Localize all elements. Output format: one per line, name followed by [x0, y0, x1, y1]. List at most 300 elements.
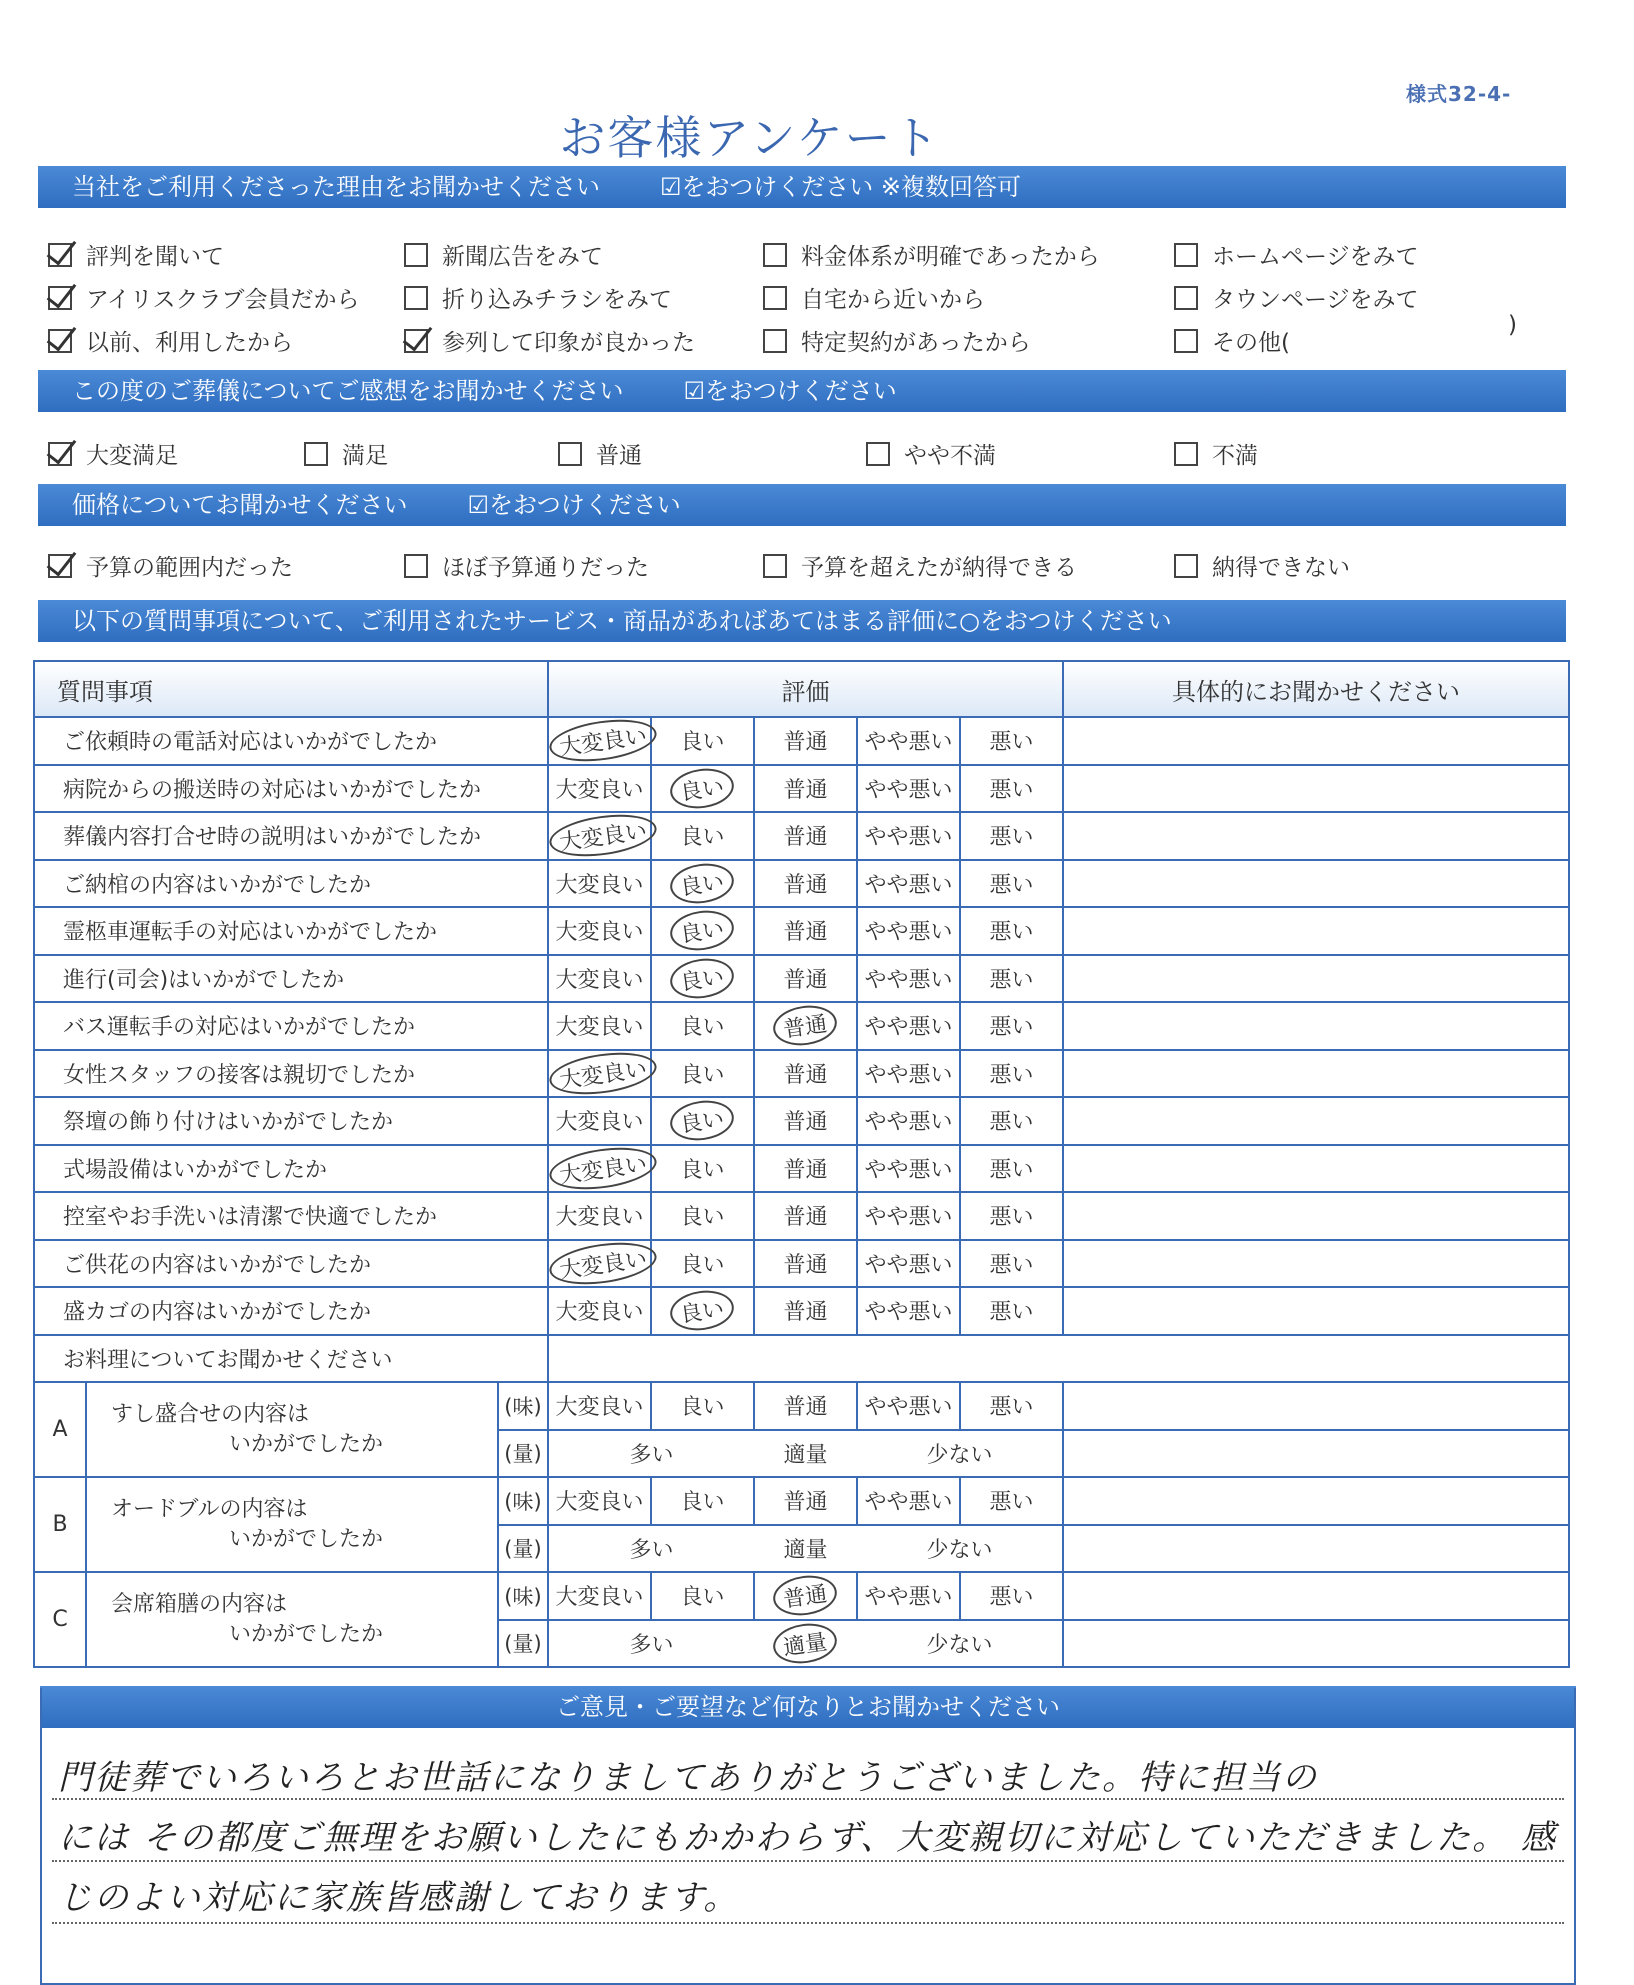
rating-option[interactable]: [857, 860, 960, 908]
rating-option[interactable]: [857, 1097, 960, 1145]
question-text: 式場設備はいかがでしたか: [34, 1145, 548, 1193]
rating-option[interactable]: [857, 955, 960, 1003]
rating-option[interactable]: [754, 1192, 857, 1240]
detail-field[interactable]: [1063, 860, 1569, 908]
rating-option[interactable]: [754, 1097, 857, 1145]
rating-option[interactable]: [548, 1002, 651, 1050]
impression-option-label: 不満: [1212, 443, 1258, 469]
reason-option-7[interactable]: [1174, 281, 1419, 314]
rating-option[interactable]: [857, 812, 960, 860]
rating-option[interactable]: [651, 1002, 754, 1050]
question-text: 控室やお手洗いは清潔で快適でしたか: [34, 1192, 548, 1240]
rating-option[interactable]: [857, 1477, 960, 1525]
amount-label: (量): [498, 1620, 548, 1668]
rating-option[interactable]: [960, 1097, 1063, 1145]
section-impression-heading: この度のご葬儀についてご感想をお聞かせください: [72, 377, 624, 405]
table-row: [34, 860, 1569, 908]
rating-label: 大変良い: [555, 1015, 644, 1041]
reason-option-8[interactable]: [48, 324, 293, 357]
reason-option-11[interactable]: [1174, 324, 1290, 357]
section-price-header: [38, 484, 1566, 526]
checkbox-icon[interactable]: [763, 286, 787, 310]
rating-option[interactable]: [651, 1240, 754, 1288]
rating-option-selected[interactable]: [548, 812, 651, 860]
table-row: [34, 955, 1569, 1003]
food-taste-row: [34, 1572, 1569, 1620]
detail-field[interactable]: [1063, 1145, 1569, 1193]
rating-label: 普通: [783, 920, 828, 946]
question-text: ご依頼時の電話対応はいかがでしたか: [34, 717, 548, 765]
food-name-line2: いかがでしたか: [229, 1431, 384, 1457]
rating-label: 普通: [771, 1572, 840, 1620]
rating-option-selected[interactable]: [651, 907, 754, 955]
rating-label: やや悪い: [864, 1395, 953, 1421]
checked-checkbox-icon[interactable]: [48, 554, 72, 578]
rating-label: 良い: [680, 1252, 725, 1278]
impression-option-2[interactable]: [558, 437, 642, 470]
rating-label: 普通: [783, 1110, 828, 1136]
rating-label: 大変良い: [555, 777, 644, 803]
rating-label: やや悪い: [864, 1110, 953, 1136]
col-detail-header: 具体的にお聞かせください: [1063, 661, 1569, 717]
rating-label: 悪い: [989, 825, 1034, 851]
reason-option-4[interactable]: [48, 281, 359, 314]
reason-option-label: 料金体系が明確であったから: [801, 244, 1100, 270]
food-name-line1: 会席箱膳の内容は: [111, 1591, 288, 1617]
rating-option[interactable]: [960, 1477, 1063, 1525]
rating-option[interactable]: [754, 717, 857, 765]
rating-option[interactable]: [857, 1240, 960, 1288]
checkbox-icon[interactable]: [404, 554, 428, 578]
checked-checkbox-icon[interactable]: [48, 329, 72, 353]
rating-table: [33, 660, 1570, 1668]
col-rating-header: 評価: [548, 661, 1063, 717]
rating-label: 悪い: [989, 1110, 1034, 1136]
rating-label: やや悪い: [864, 1015, 953, 1041]
impression-option-1[interactable]: [304, 437, 388, 470]
rating-option-selected[interactable]: [548, 1050, 651, 1098]
rating-label: やや悪い: [864, 967, 953, 993]
rating-label: 良い: [680, 1205, 725, 1231]
rating-option[interactable]: [754, 860, 857, 908]
rating-option[interactable]: [960, 765, 1063, 813]
checkbox-icon[interactable]: [866, 442, 890, 466]
impression-option-0[interactable]: [48, 437, 178, 470]
rating-option[interactable]: [651, 1477, 754, 1525]
rating-label: 良い: [680, 1062, 725, 1088]
checkbox-icon[interactable]: [1174, 329, 1198, 353]
section-reason-heading: 当社をご利用くださった理由をお聞かせください: [72, 173, 600, 201]
checkbox-icon[interactable]: [763, 243, 787, 267]
rating-label: 良い: [680, 1395, 725, 1421]
rating-label: 普通: [783, 1205, 828, 1231]
amount-label: (量): [498, 1430, 548, 1478]
table-row: [34, 1050, 1569, 1098]
rating-option[interactable]: [651, 1382, 754, 1430]
rating-option[interactable]: [548, 860, 651, 908]
comment-text: 門徒葬でいろいろとお世話になりましてありがとうございました。特に担当の には その都度ご無理をお願いしたにもかかわらず、大変親切に対応していただきました。 感じのよい対応に家族皆感謝しております。: [58, 1758, 1570, 1918]
rating-label: 少ない: [926, 1537, 993, 1563]
rating-option[interactable]: [651, 1192, 754, 1240]
reason-option-label: 自宅から近いから: [801, 287, 985, 313]
rating-option[interactable]: [548, 1620, 754, 1668]
reason-option-9[interactable]: [404, 324, 695, 357]
taste-label: (味): [498, 1477, 548, 1525]
rating-label: 普通: [783, 730, 828, 756]
rating-option-selected[interactable]: [548, 717, 651, 765]
impression-option-label: 普通: [596, 443, 642, 469]
rating-label: 悪い: [989, 1252, 1034, 1278]
detail-field[interactable]: [1063, 1572, 1569, 1620]
food-name-line1: すし盛合せの内容は: [111, 1401, 310, 1427]
price-option-0[interactable]: [48, 549, 293, 582]
detail-field[interactable]: [1063, 1430, 1569, 1478]
rating-option[interactable]: [651, 1572, 754, 1620]
rating-option[interactable]: [754, 1145, 857, 1193]
rating-label: 悪い: [989, 730, 1034, 756]
rating-option[interactable]: [857, 765, 960, 813]
question-text: 霊柩車運転手の対応はいかがでしたか: [34, 907, 548, 955]
reason-option-1[interactable]: [404, 238, 603, 271]
rating-option[interactable]: [960, 1145, 1063, 1193]
question-text: ご供花の内容はいかがでしたか: [34, 1240, 548, 1288]
rating-label: 普通: [783, 1300, 828, 1326]
rating-option[interactable]: [651, 812, 754, 860]
question-text: 病院からの搬送時の対応はいかがでしたか: [34, 765, 548, 813]
section-reason-header: [38, 166, 1566, 208]
rating-option[interactable]: [857, 717, 960, 765]
taste-label: (味): [498, 1572, 548, 1620]
rating-label: 普通: [783, 825, 828, 851]
rating-label: 悪い: [989, 920, 1034, 946]
rating-option[interactable]: [754, 1240, 857, 1288]
checkbox-icon[interactable]: [763, 329, 787, 353]
rating-option[interactable]: [960, 1287, 1063, 1335]
detail-field[interactable]: [1063, 765, 1569, 813]
rating-label: 悪い: [989, 1062, 1034, 1088]
rating-option[interactable]: [960, 1240, 1063, 1288]
rating-label: やや悪い: [864, 825, 953, 851]
price-option-2[interactable]: [763, 549, 1077, 582]
table-row: [34, 1240, 1569, 1288]
table-row: [34, 1002, 1569, 1050]
checkbox-icon[interactable]: [1174, 243, 1198, 267]
rating-label: 普通: [783, 1395, 828, 1421]
rating-option[interactable]: [548, 765, 651, 813]
table-row: [34, 1097, 1569, 1145]
rating-option[interactable]: [548, 1382, 651, 1430]
reason-option-label: 折り込みチラシをみて: [442, 287, 672, 313]
reason-option-5[interactable]: [404, 281, 672, 314]
rating-label: 大変良い: [555, 872, 644, 898]
table-row: [34, 765, 1569, 813]
section-price-note: ☑をおつけください: [467, 491, 681, 519]
reason-option-label: 参列して印象が良かった: [442, 330, 695, 356]
rating-option-selected[interactable]: [754, 1002, 857, 1050]
table-row: [34, 717, 1569, 765]
reason-option-label: ホームページをみて: [1212, 244, 1419, 270]
rating-option[interactable]: [651, 717, 754, 765]
rating-option-selected[interactable]: [651, 765, 754, 813]
rating-label: 悪い: [989, 872, 1034, 898]
other-close-paren: ): [1508, 312, 1517, 338]
impression-option-label: 満足: [342, 443, 388, 469]
food-letter: C: [34, 1572, 86, 1667]
question-text: ご納棺の内容はいかがでしたか: [34, 860, 548, 908]
reason-option-6[interactable]: [763, 281, 985, 314]
rating-option[interactable]: [548, 1430, 754, 1478]
rating-label: 適量: [783, 1537, 828, 1563]
food-name-line2: いかがでしたか: [229, 1621, 384, 1647]
rating-label: やや悪い: [864, 920, 953, 946]
question-text: 葬儀内容打合せ時の説明はいかがでしたか: [34, 812, 548, 860]
reason-option-10[interactable]: [763, 324, 1031, 357]
checked-checkbox-icon[interactable]: [404, 329, 428, 353]
rating-label: 普通: [783, 1157, 828, 1183]
rating-label: 良い: [680, 825, 725, 851]
rating-option[interactable]: [857, 1620, 1063, 1668]
detail-field[interactable]: [1063, 907, 1569, 955]
price-option-label: 納得できない: [1212, 555, 1350, 581]
rating-label: 悪い: [989, 1015, 1034, 1041]
rating-label: やや悪い: [864, 1157, 953, 1183]
reason-option-3[interactable]: [1174, 238, 1419, 271]
rating-option[interactable]: [548, 1287, 651, 1335]
checked-checkbox-icon[interactable]: [48, 442, 72, 466]
rating-label: 悪い: [989, 1585, 1034, 1611]
rating-label: やや悪い: [864, 1062, 953, 1088]
rating-option[interactable]: [960, 1572, 1063, 1620]
checked-checkbox-icon[interactable]: [48, 286, 72, 310]
rating-option[interactable]: [754, 1050, 857, 1098]
rating-label: 良い: [668, 954, 737, 1002]
rating-option[interactable]: [960, 1050, 1063, 1098]
rating-label: 大変良い: [547, 1046, 659, 1100]
rating-label: 悪い: [989, 1157, 1034, 1183]
rating-label: 普通: [783, 1490, 828, 1516]
rating-option-selected[interactable]: [754, 1572, 857, 1620]
food-name: [86, 1572, 498, 1667]
rating-label: 大変良い: [547, 809, 659, 863]
detail-field[interactable]: [1063, 955, 1569, 1003]
price-option-1[interactable]: [404, 549, 649, 582]
price-option-3[interactable]: [1174, 549, 1350, 582]
rating-option[interactable]: [754, 1382, 857, 1430]
rating-option[interactable]: [754, 765, 857, 813]
impression-option-label: やや不満: [904, 443, 996, 469]
rating-label: 適量: [783, 1442, 828, 1468]
rating-label: 良い: [680, 1015, 725, 1041]
rating-option-selected[interactable]: [754, 1620, 857, 1668]
rating-option[interactable]: [857, 1050, 960, 1098]
checkbox-icon[interactable]: [1174, 554, 1198, 578]
table-row: [34, 1287, 1569, 1335]
rating-label: 悪い: [989, 1395, 1034, 1421]
table-row: [34, 812, 1569, 860]
food-heading-row: [34, 1335, 1569, 1383]
rating-option[interactable]: [960, 812, 1063, 860]
taste-label: (味): [498, 1382, 548, 1430]
rating-label: 普通: [783, 1062, 828, 1088]
detail-field[interactable]: [1063, 1050, 1569, 1098]
rating-option[interactable]: [960, 1192, 1063, 1240]
rating-label: やや悪い: [864, 1252, 953, 1278]
rating-label: 大変良い: [547, 1141, 659, 1195]
food-name: [86, 1477, 498, 1572]
rating-label: 悪い: [989, 1205, 1034, 1231]
rating-option-selected[interactable]: [651, 860, 754, 908]
impression-option-4[interactable]: [1174, 437, 1258, 470]
rating-option[interactable]: [548, 1477, 651, 1525]
page-title: お客様アンケート: [559, 111, 941, 165]
rating-label: やや悪い: [864, 872, 953, 898]
rating-label: 大変良い: [547, 1236, 659, 1290]
detail-field[interactable]: [1063, 717, 1569, 765]
detail-field[interactable]: [1063, 1287, 1569, 1335]
reason-option-label: 新聞広告をみて: [442, 244, 603, 270]
rating-option[interactable]: [857, 1002, 960, 1050]
rating-option[interactable]: [960, 860, 1063, 908]
detail-field[interactable]: [1063, 1525, 1569, 1573]
rating-label: 良い: [668, 1097, 737, 1145]
rating-option[interactable]: [548, 1097, 651, 1145]
rating-label: やや悪い: [864, 730, 953, 756]
rating-option-selected[interactable]: [651, 1097, 754, 1145]
detail-field[interactable]: [1063, 1002, 1569, 1050]
section-service-heading: 以下の質問事項について、ご利用されたサービス・商品があればあてはまる評価に○をおつけください: [72, 607, 1172, 635]
price-option-label: 予算の範囲内だった: [86, 555, 293, 581]
rating-option-selected[interactable]: [651, 1287, 754, 1335]
reason-option-0[interactable]: [48, 238, 224, 271]
rating-label: 普通: [771, 1002, 840, 1050]
rating-option[interactable]: [960, 907, 1063, 955]
rating-option[interactable]: [754, 1430, 857, 1478]
rating-label: 悪い: [989, 1300, 1034, 1326]
rating-option[interactable]: [548, 907, 651, 955]
rating-label: 良い: [668, 1287, 737, 1335]
checkbox-icon[interactable]: [404, 243, 428, 267]
rating-label: 大変良い: [547, 714, 659, 768]
rating-label: 悪い: [989, 1490, 1034, 1516]
rating-option[interactable]: [960, 717, 1063, 765]
question-text: 祭壇の飾り付けはいかがでしたか: [34, 1097, 548, 1145]
section-reason-note: ☑をおつけください ※複数回答可: [660, 173, 1022, 201]
rating-label: 大変良い: [555, 1395, 644, 1421]
reason-option-label: 特定契約があったから: [801, 330, 1031, 356]
reason-option-label: アイリスクラブ会員だから: [86, 287, 360, 313]
rating-option[interactable]: [754, 812, 857, 860]
rating-label: 良い: [680, 1585, 725, 1611]
detail-field[interactable]: [1063, 1620, 1569, 1668]
rating-option[interactable]: [857, 1382, 960, 1430]
rating-label: 少ない: [926, 1632, 993, 1658]
form-number: 様式32-4-: [1406, 82, 1512, 106]
detail-field[interactable]: [1063, 1097, 1569, 1145]
food-letter: B: [34, 1477, 86, 1572]
rating-option-selected[interactable]: [548, 1240, 651, 1288]
rating-label: やや悪い: [864, 1300, 953, 1326]
rating-label: 普通: [783, 1252, 828, 1278]
rating-option[interactable]: [960, 1002, 1063, 1050]
rating-label: 悪い: [989, 967, 1034, 993]
food-name: [86, 1382, 498, 1477]
amount-label: (量): [498, 1525, 548, 1573]
rating-label: 多い: [629, 1632, 674, 1658]
food-taste-row: [34, 1382, 1569, 1430]
detail-field[interactable]: [1063, 1477, 1569, 1525]
section-price-heading: 価格についてお聞かせください: [72, 491, 408, 519]
reason-option-label: 評判を聞いて: [86, 244, 224, 270]
rating-option-selected[interactable]: [548, 1145, 651, 1193]
detail-field[interactable]: [1063, 1240, 1569, 1288]
checkbox-icon[interactable]: [763, 554, 787, 578]
rating-option[interactable]: [960, 955, 1063, 1003]
rating-option[interactable]: [754, 1525, 857, 1573]
rating-label: やや悪い: [864, 1490, 953, 1516]
rating-option[interactable]: [754, 907, 857, 955]
rating-label: 多い: [629, 1537, 674, 1563]
checkbox-icon[interactable]: [558, 442, 582, 466]
reason-option-2[interactable]: [763, 238, 1100, 271]
rating-option[interactable]: [857, 907, 960, 955]
rating-label: 良い: [680, 1157, 725, 1183]
checkbox-icon[interactable]: [404, 286, 428, 310]
section-impression-note: ☑をおつけください: [683, 377, 897, 405]
rating-option[interactable]: [960, 1382, 1063, 1430]
rating-label: 大変良い: [555, 1110, 644, 1136]
rating-option[interactable]: [548, 1572, 651, 1620]
rating-option[interactable]: [754, 1287, 857, 1335]
rating-option[interactable]: [857, 1525, 1063, 1573]
rating-option[interactable]: [857, 1192, 960, 1240]
rating-option[interactable]: [548, 1192, 651, 1240]
checkbox-icon[interactable]: [1174, 286, 1198, 310]
rating-label: やや悪い: [864, 777, 953, 803]
rating-label: 良い: [668, 859, 737, 907]
rating-label: 良い: [668, 907, 737, 955]
detail-field[interactable]: [1063, 1382, 1569, 1430]
question-text: バス運転手の対応はいかがでしたか: [34, 1002, 548, 1050]
impression-option-label: 大変満足: [86, 443, 178, 469]
rating-label: 大変良い: [555, 1205, 644, 1231]
rating-label: 多い: [629, 1442, 674, 1468]
rating-option[interactable]: [754, 955, 857, 1003]
rating-label: 大変良い: [555, 967, 644, 993]
rating-option[interactable]: [651, 1145, 754, 1193]
rating-option-selected[interactable]: [651, 955, 754, 1003]
checked-checkbox-icon[interactable]: [48, 243, 72, 267]
rating-label: 良い: [668, 764, 737, 812]
impression-option-3[interactable]: [866, 437, 996, 470]
price-option-label: ほぼ予算通りだった: [442, 555, 649, 581]
rating-option[interactable]: [651, 1050, 754, 1098]
detail-field[interactable]: [1063, 812, 1569, 860]
rating-label: 大変良い: [555, 1300, 644, 1326]
rating-option[interactable]: [857, 1145, 960, 1193]
checkbox-icon[interactable]: [1174, 442, 1198, 466]
rating-option[interactable]: [548, 955, 651, 1003]
rating-label: 悪い: [989, 777, 1034, 803]
checkbox-icon[interactable]: [304, 442, 328, 466]
rating-option[interactable]: [548, 1525, 754, 1573]
rating-option[interactable]: [857, 1572, 960, 1620]
rating-option[interactable]: [857, 1287, 960, 1335]
detail-field[interactable]: [1063, 1192, 1569, 1240]
table-row: [34, 1145, 1569, 1193]
rating-option[interactable]: [857, 1430, 1063, 1478]
rating-label: 普通: [783, 777, 828, 803]
rating-option[interactable]: [754, 1477, 857, 1525]
